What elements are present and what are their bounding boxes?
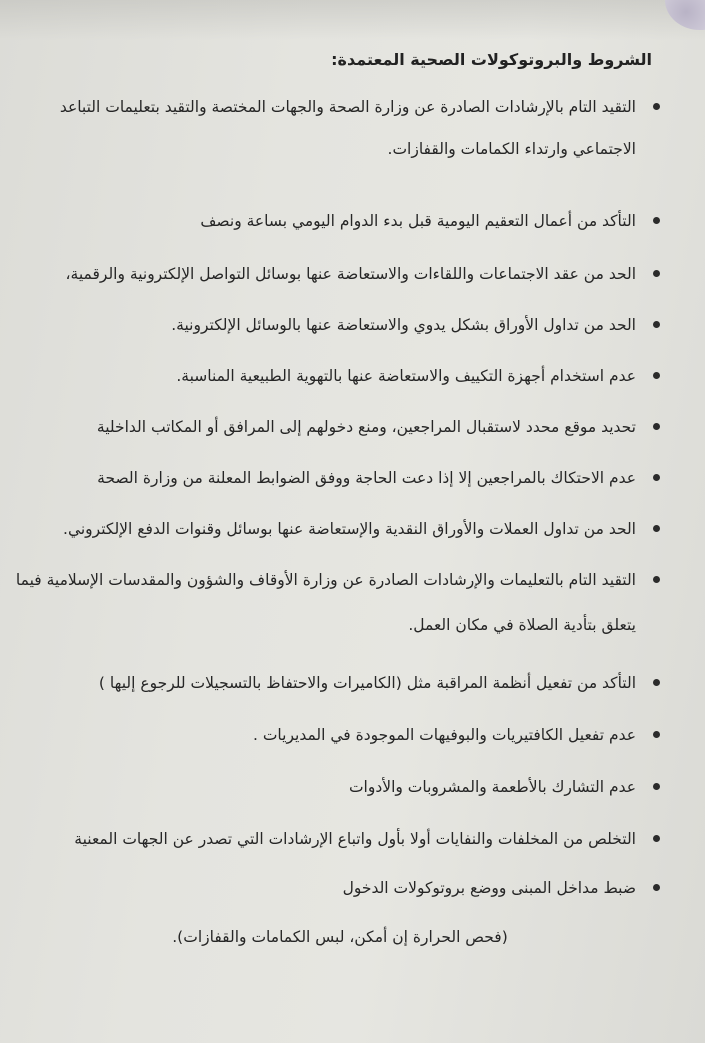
list-item-text: تحديد موقع محدد لاستقبال المراجعين، ومنع دخولهم إلى المرافق أو المكاتب الداخلية bbox=[96, 418, 636, 436]
list-item-text-continued: يتعلق بتأدية الصلاة في مكان العمل. bbox=[408, 616, 636, 634]
bullet-icon bbox=[653, 525, 660, 532]
list-item-text: التخلص من المخلفات والنفايات أولا بأول واتباع الإرشادات التي تصدر عن الجهات المعنية bbox=[74, 830, 636, 848]
list-item-text: التقيد التام بالإرشادات الصادرة عن وزارة الصحة والجهات المختصة والتقيد بتعليمات التباعد bbox=[59, 98, 636, 116]
list-item-text: عدم التشارك بالأطعمة والمشروبات والأدوات bbox=[348, 778, 636, 796]
bullet-icon bbox=[653, 884, 660, 891]
list-item-text: التأكد من أعمال التعقيم اليومية قبل بدء الدوام اليومي بساعة ونصف bbox=[200, 212, 636, 230]
page-shadow bbox=[0, 0, 705, 40]
bullet-icon bbox=[653, 835, 660, 842]
bullet-icon bbox=[653, 217, 660, 224]
bullet-icon bbox=[653, 423, 660, 430]
list-item-text: الحد من تداول الأوراق بشكل يدوي والاستعاضة عنها بالوسائل الإلكترونية. bbox=[171, 316, 636, 334]
list-item-text-continued: الاجتماعي وارتداء الكمامات والقفازات. bbox=[387, 140, 636, 158]
bullet-icon bbox=[653, 731, 660, 738]
list-item-text: عدم تفعيل الكافتيريات والبوفيهات الموجودة في المديريات . bbox=[252, 726, 636, 744]
list-item-text: الحد من تداول العملات والأوراق النقدية والإستعاضة عنها بوسائل وقنوات الدفع الإلكتروني. bbox=[63, 520, 636, 538]
parenthetical-note: (فحص الحرارة إن أمكن، لبس الكمامات والقفازات). bbox=[172, 928, 508, 946]
list-item-text: التأكد من تفعيل أنظمة المراقبة مثل (الكاميرات والاحتفاظ بالتسجيلات للرجوع إليها ) bbox=[98, 674, 636, 692]
bullet-icon bbox=[653, 372, 660, 379]
bullet-icon bbox=[653, 783, 660, 790]
list-item-text: عدم استخدام أجهزة التكييف والاستعاضة عنها بالتهوية الطبيعية المناسبة. bbox=[176, 367, 636, 385]
bullet-icon bbox=[653, 679, 660, 686]
bullet-icon bbox=[653, 474, 660, 481]
list-item-text: ضبط مداخل المبنى ووضع بروتوكولات الدخول bbox=[342, 879, 636, 897]
bullet-icon bbox=[653, 576, 660, 583]
list-item-text: التقيد التام بالتعليمات والإرشادات الصادرة عن وزارة الأوقاف والشؤون والمقدسات الإسلامية فيما bbox=[15, 571, 636, 589]
list-item-text: عدم الاحتكاك بالمراجعين إلا إذا دعت الحاجة ووفق الضوابط المعلنة من وزارة الصحة bbox=[97, 469, 636, 487]
bullet-icon bbox=[653, 270, 660, 277]
list-item-text: الحد من عقد الاجتماعات واللقاءات والاستعاضة عنها بوسائل التواصل الإلكترونية والرقمية، bbox=[65, 265, 636, 283]
bullet-icon bbox=[653, 321, 660, 328]
bullet-icon bbox=[653, 103, 660, 110]
document-heading: الشروط والبروتوكولات الصحية المعتمدة: bbox=[331, 50, 652, 69]
